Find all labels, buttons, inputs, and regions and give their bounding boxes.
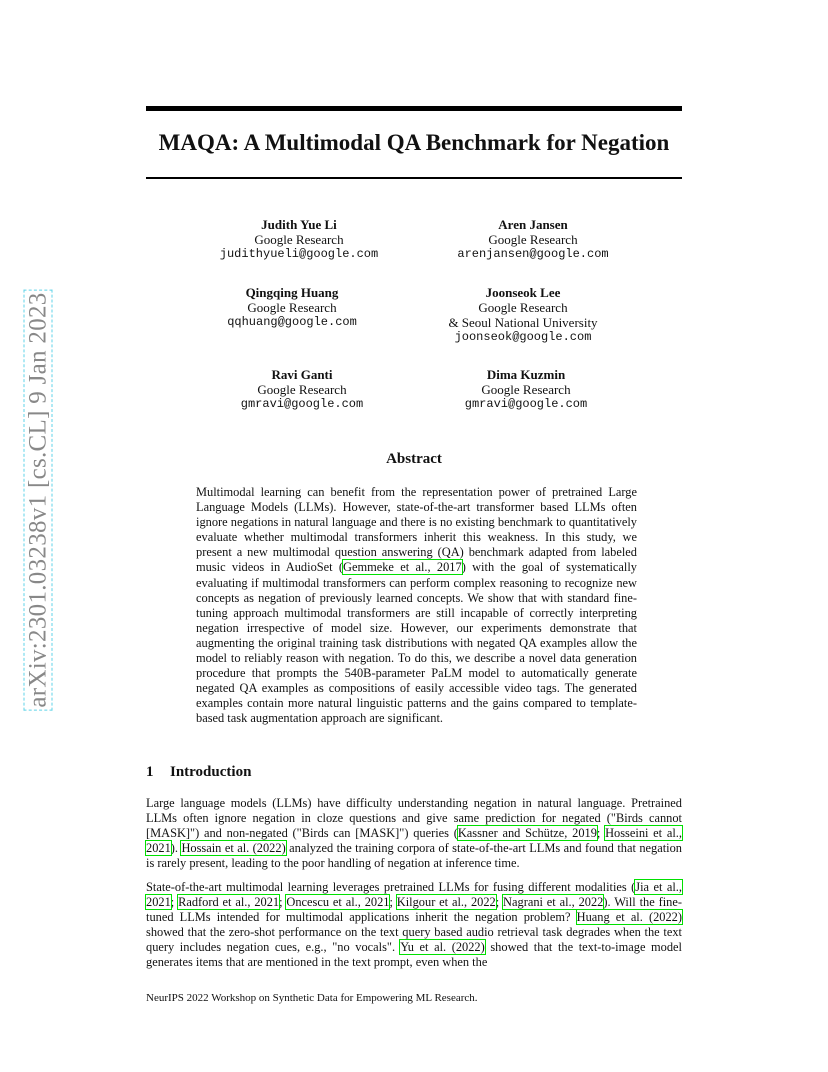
author-block (403, 285, 643, 345)
section-title: Introduction (170, 764, 252, 780)
author-affiliation-secondary: & Seoul National University (448, 315, 598, 330)
section-heading (146, 763, 251, 781)
author-name: Judith Yue Li (261, 217, 337, 232)
section-number: 1 (146, 764, 154, 780)
author-block (406, 367, 646, 412)
citation-link[interactable]: Jia et al., 2021 (146, 880, 682, 910)
abstract-body (196, 485, 637, 727)
author-name: Joonseok Lee (485, 285, 561, 300)
author-email: arenjansen@google.com (457, 247, 609, 261)
paragraph-text: State-of-the-art multimodal learning leverages pretrained LLMs for fusing different modalities ( (146, 880, 636, 894)
author-name: Dima Kuzmin (486, 367, 566, 382)
author-block (182, 367, 422, 412)
author-name: Ravi Ganti (271, 367, 333, 382)
abstract-text: Multimodal learning can benefit from the representation power of pretrained Large Language Models (LLMs). However, state-of-the-art transformer based LLMs often ignore negations in natural language and there is no existing benchmark to quantitatively evaluate whether multimodal transformers inherit this weakness. In this study, we present a new multimodal question answering (QA) benchmark adapted from labeled music videos in AudioSet ( (196, 485, 637, 575)
paragraph-text: showed that the text-to-image model generates items that are mentioned in the text prompt, even when the (146, 940, 683, 970)
author-email: joonseok@google.com (454, 330, 592, 344)
citation-link[interactable]: Hosseini et al., 2021 (146, 826, 682, 856)
author-affiliation: Google Research (481, 382, 571, 397)
author-affiliation: Google Research (478, 300, 568, 315)
paragraph-text: ; (495, 895, 504, 910)
paragraph-text: Large language models (LLMs) have difficulty understanding negation in natural language. Pretrained LLMs often ignore negation in cloze questions and give same prediction for negated ("Birds cannot [MASK]") and non-negated ("Birds can [MASK]") queries ( (146, 796, 682, 841)
intro-paragraph-1 (146, 796, 682, 871)
paper-title: MAQA: A Multimodal QA Benchmark for Negation (158, 130, 670, 155)
paragraph-text: analyzed the training corpora of state-of-the-art LLMs and found that negation is rarely present, leading to the poor handling of negation at inference time. (146, 841, 682, 871)
citation-link[interactable]: Gemmeke et al., 2017 (343, 560, 462, 575)
author-email: qqhuang@google.com (227, 315, 357, 329)
paragraph-text: ). (170, 841, 182, 856)
paragraph-text: ; (596, 826, 606, 841)
author-block (413, 217, 653, 262)
title-bottom-rule (146, 177, 682, 179)
citation-link[interactable]: Kassner and Schütze, 2019 (457, 826, 597, 841)
author-affiliation: Google Research (254, 232, 344, 247)
paragraph-text: ). Will the fine-tuned LLMs intended for multimodal applications inherit the negation problem? (146, 895, 682, 925)
citation-link[interactable]: Huang et al. (2022) (576, 910, 682, 925)
abstract-text: ) with the goal of systematically evaluating if multimodal transformers can perform complex reasoning to recognize new concepts as negation of previously learned concepts. We show that with standard fine-tuning approach multimodal transformers are still incapable of correctly interpreting negation irrespective of model size. However, our experiments demonstrate that augmenting the original training task distributions with negated QA examples allow the model to reliably reason with negation. To do this, we describe a novel data generation procedure that prompts the 540B-parameter PaLM model to automatically generate negated QA examples as compositions of easily accessible video tags. The generated examples contain more natural linguistic patterns and the gains compared to template-based task augmentation approach are significant. (196, 560, 637, 726)
citation-link[interactable]: Hossain et al. (2022) (181, 841, 286, 856)
arxiv-side-stamp: arXiv:2301.03238v1 [cs.CL] 9 Jan 2023 (24, 289, 53, 710)
author-affiliation: Google Research (257, 382, 347, 397)
citation-link[interactable]: Oncescu et al., 2021 (286, 895, 390, 910)
citation-link[interactable]: Kilgour et al., 2022 (396, 895, 496, 910)
venue-footnote: NeurIPS 2022 Workshop on Synthetic Data for Empowering ML Research. (146, 992, 478, 1004)
author-email: gmravi@google.com (464, 397, 588, 411)
author-affiliation: Google Research (247, 300, 337, 315)
author-name: Qingqing Huang (245, 285, 339, 300)
author-block (179, 217, 419, 262)
intro-paragraph-2 (146, 880, 682, 971)
paragraph-text: showed that the zero-shot performance on the text query based audio retrieval task degrades when the text query includes negation cues, e.g., "no vocals". (146, 925, 682, 955)
paragraph-text: ; (170, 895, 179, 910)
citation-link[interactable]: Yu et al. (2022) (400, 940, 485, 955)
citation-link[interactable]: Nagrani et al., 2022 (503, 895, 604, 910)
paragraph-text: ; (389, 895, 397, 910)
paragraph-text: ; (279, 895, 287, 910)
author-email: judithyueli@google.com (219, 247, 379, 261)
author-name: Aren Jansen (498, 217, 568, 232)
abstract-heading: Abstract (386, 451, 442, 467)
citation-link[interactable]: Radford et al., 2021 (178, 895, 280, 910)
author-email: gmravi@google.com (240, 397, 364, 411)
author-affiliation: Google Research (488, 232, 578, 247)
title-top-rule (146, 106, 682, 111)
author-block (172, 285, 412, 330)
